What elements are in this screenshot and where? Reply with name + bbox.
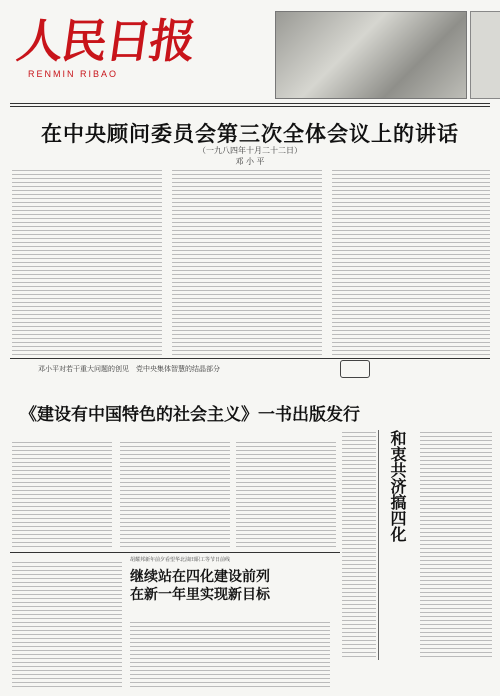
news-headline-line2: 在新一年里实现新目标 <box>130 587 270 603</box>
news-kicker: 胡耀邦新年前夕看望华北油田职工等节日前线 <box>130 557 231 563</box>
book-headline: 《建设有中国特色的社会主义》一书出版发行 <box>20 405 360 425</box>
sidebar-headline <box>384 430 407 550</box>
article-column <box>12 440 112 550</box>
article-column <box>12 560 122 688</box>
masthead-logo: 人民日报 <box>13 14 198 68</box>
front-photo <box>275 11 467 99</box>
divider <box>378 430 379 660</box>
article-column <box>12 168 162 356</box>
divider <box>10 552 340 553</box>
news-headline-line1: 继续站在四化建设前列 <box>130 569 270 585</box>
article-author: 邓 小 平 <box>235 157 265 166</box>
article-column <box>120 440 230 550</box>
news-headline <box>130 568 370 604</box>
masthead-info-box <box>190 11 260 91</box>
masthead <box>10 5 500 101</box>
divider <box>10 106 490 107</box>
masthead-side-box <box>470 11 500 99</box>
masthead-romanized: RENMIN RIBAO <box>28 69 119 79</box>
article-column <box>130 620 330 688</box>
book-kicker: 邓小平对若干重大问题的创见 党中央集体智慧的结晶部分 <box>38 365 220 373</box>
divider <box>10 358 490 359</box>
article-column <box>420 430 492 660</box>
article-column <box>342 430 376 660</box>
column-logo <box>340 360 370 378</box>
article-column <box>236 440 336 550</box>
main-headline: 在中央顾问委员会第三次全体会议上的讲话 <box>41 121 459 146</box>
article-column <box>332 168 490 356</box>
article-date: （一九八四年十月二十二日） <box>198 146 302 155</box>
divider <box>10 103 490 104</box>
sidebar-headline-text: 和衷共济搞四化 <box>388 430 407 542</box>
article-column <box>172 168 322 356</box>
